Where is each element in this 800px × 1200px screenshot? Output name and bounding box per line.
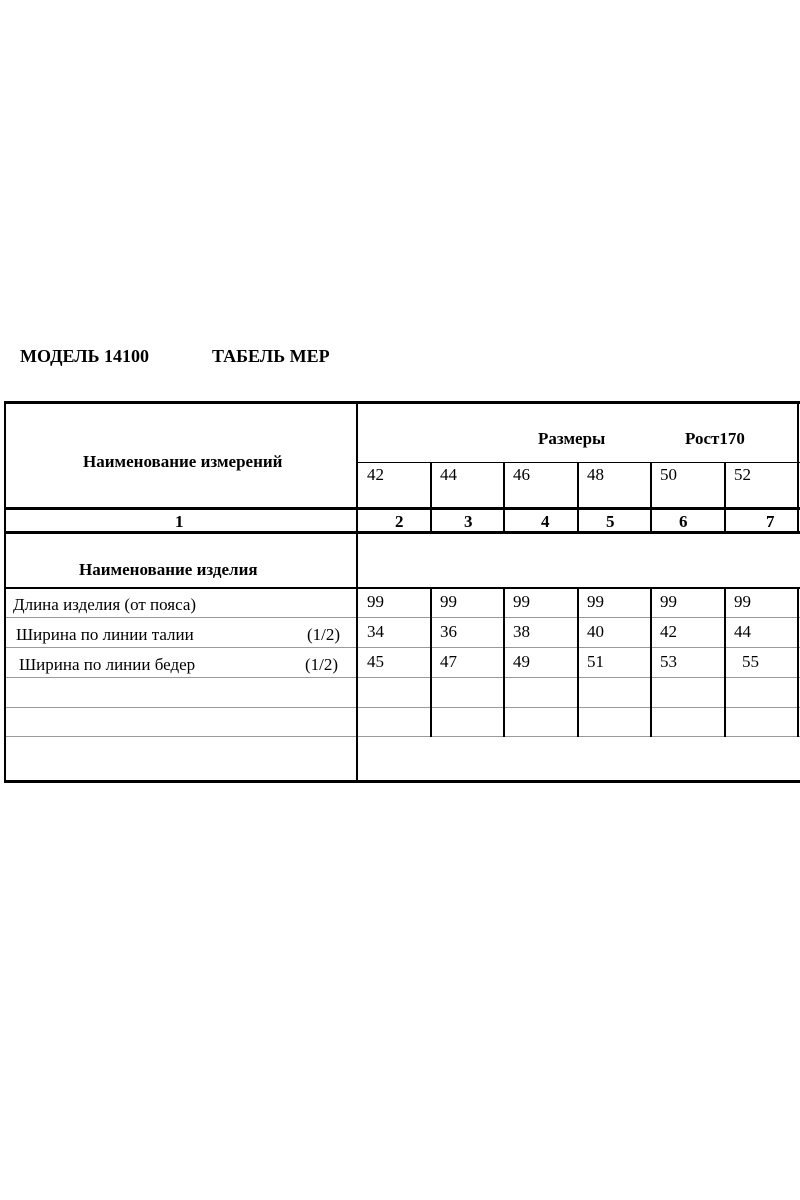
value-cell: 99 (440, 592, 457, 611)
table-divider (650, 462, 652, 534)
measure-name-header: Наименование измерений (83, 452, 283, 471)
table-divider (724, 587, 726, 737)
value-cell: 99 (734, 592, 751, 611)
table-divider (356, 401, 358, 783)
table-rule (4, 587, 800, 589)
value-cell: 40 (587, 622, 604, 641)
table-divider (577, 587, 579, 737)
row-name: Ширина по линии талии (16, 625, 194, 644)
column-number: 5 (606, 512, 615, 531)
table-divider (503, 462, 505, 534)
row-note: (1/2) (305, 655, 339, 674)
value-cell: 55 (742, 652, 759, 671)
table-border-top (4, 401, 800, 404)
column-number: 1 (175, 512, 184, 531)
value-cell: 99 (587, 592, 604, 611)
value-cell: 42 (660, 622, 677, 641)
row-name: Ширина по линии бедер (19, 655, 196, 674)
table-divider (650, 587, 652, 737)
column-number: 6 (679, 512, 688, 531)
size-cell: 50 (660, 465, 677, 484)
table-border-left (4, 401, 6, 783)
table-border-right (797, 587, 799, 737)
table-rule (4, 736, 800, 737)
value-cell: 36 (440, 622, 457, 641)
table-divider (430, 587, 432, 737)
size-cell: 52 (734, 465, 751, 484)
value-cell: 44 (734, 622, 751, 641)
value-cell: 45 (367, 652, 384, 671)
value-cell: 47 (440, 652, 457, 671)
table-rule (4, 707, 800, 708)
table-rule (4, 617, 800, 618)
value-cell: 99 (367, 592, 384, 611)
size-cell: 44 (440, 465, 457, 484)
value-cell: 38 (513, 622, 530, 641)
height-label: Рост170 (685, 429, 745, 448)
table-divider (430, 462, 432, 534)
table-divider (503, 587, 505, 737)
size-cell: 46 (513, 465, 530, 484)
table-rule (4, 677, 800, 678)
table-title: ТАБЕЛЬ МЕР (212, 346, 330, 366)
table-rule (4, 647, 800, 648)
row-name: Длина изделия (от пояса) (13, 595, 197, 614)
value-cell: 51 (587, 652, 604, 671)
table-border-bottom (4, 780, 800, 783)
column-number: 3 (464, 512, 473, 531)
column-number: 4 (541, 512, 550, 531)
column-number: 7 (766, 512, 775, 531)
row-note: (1/2) (307, 625, 341, 644)
size-cell: 48 (587, 465, 604, 484)
column-number: 2 (395, 512, 404, 531)
table-divider (724, 462, 726, 534)
table-divider (577, 462, 579, 534)
value-cell: 53 (660, 652, 677, 671)
table-rule (4, 507, 800, 510)
size-cell: 42 (367, 465, 384, 484)
model-title: МОДЕЛЬ 14100 (20, 346, 150, 366)
table-border-right (797, 401, 799, 534)
value-cell: 99 (660, 592, 677, 611)
sizes-label: Размеры (538, 429, 606, 448)
product-name-header: Наименование изделия (79, 560, 258, 579)
value-cell: 99 (513, 592, 530, 611)
value-cell: 34 (367, 622, 384, 641)
value-cell: 49 (513, 652, 530, 671)
